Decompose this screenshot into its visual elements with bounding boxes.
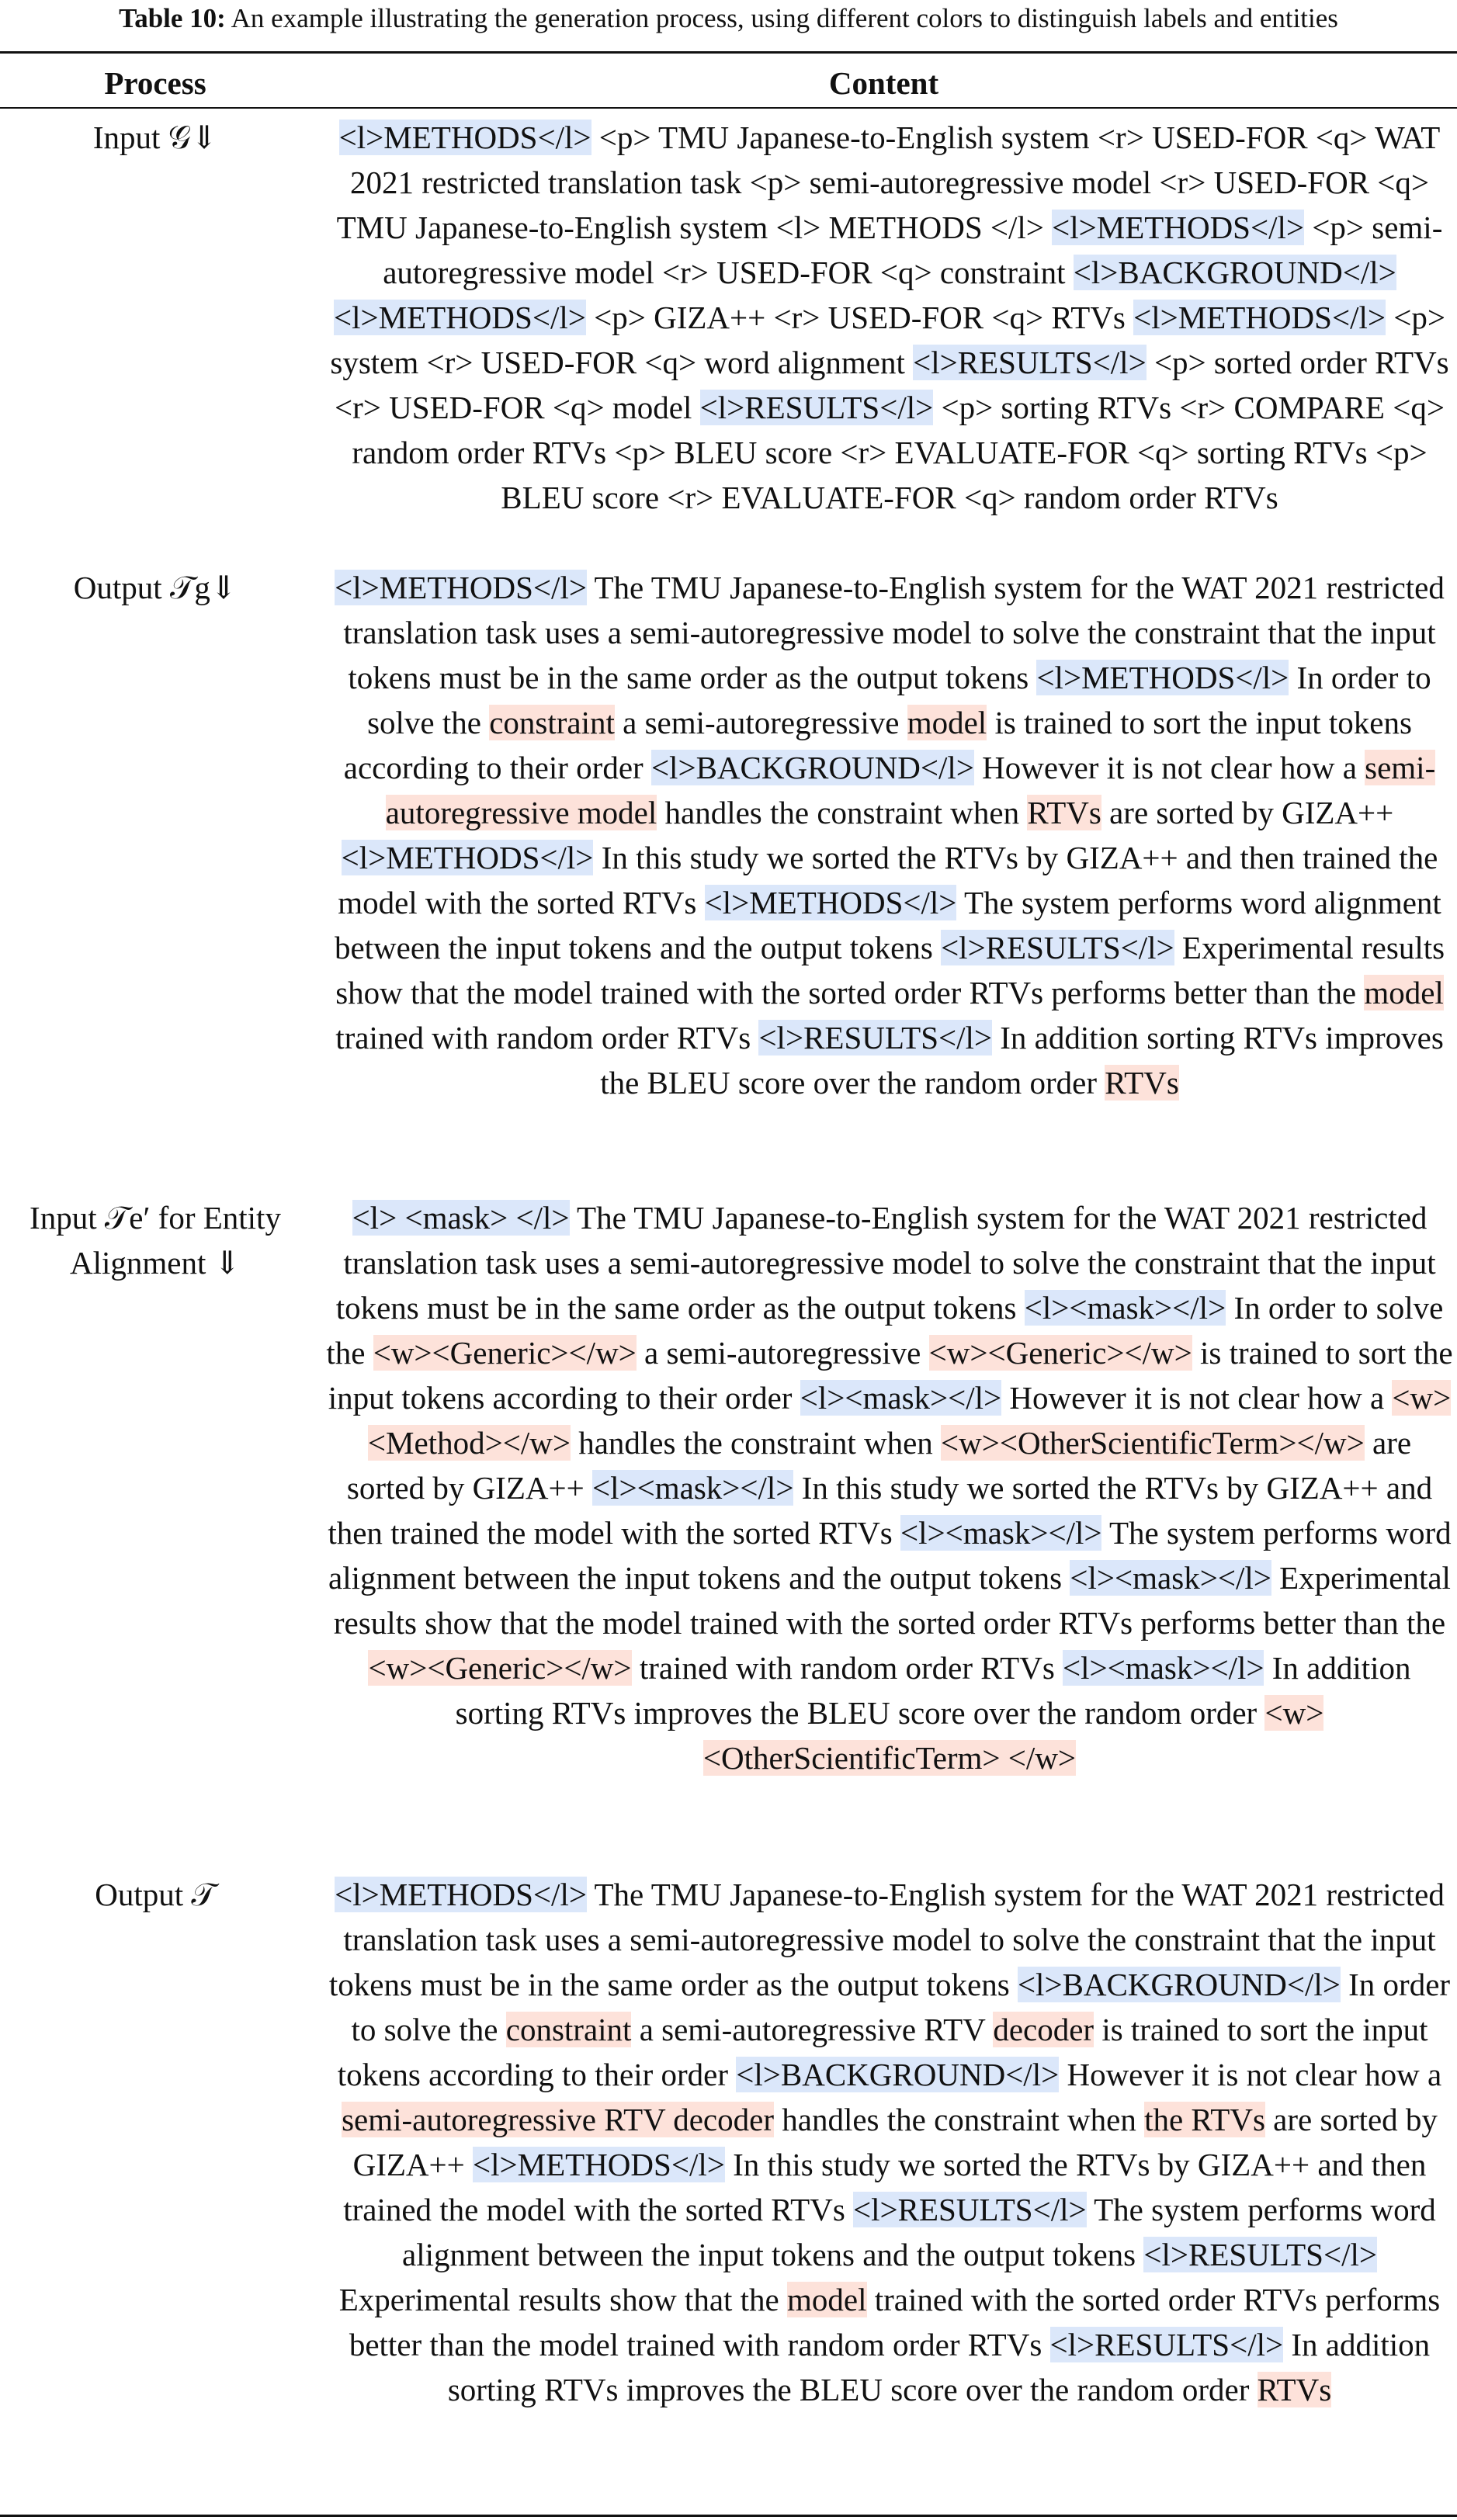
label-tag: <l>BACKGROUND</l> xyxy=(736,2057,1060,2092)
content-text: The system performs word alignment between the input tokens and the output tokens xyxy=(334,885,1441,965)
entity-highlight: decoder xyxy=(993,2012,1094,2047)
content-text: is trained to sort the input tokens according to their order xyxy=(343,705,1412,785)
header-rule xyxy=(0,107,1457,109)
content-text: handles the constraint when xyxy=(774,2102,1145,2137)
label-tag: <l>RESULTS</l> xyxy=(1143,2237,1377,2272)
entity-highlight: model xyxy=(907,705,987,740)
entity-highlight: semi-autoregressive RTV decoder xyxy=(342,2102,774,2137)
header-content: Content xyxy=(828,65,939,101)
process-cell: Output 𝒯 xyxy=(95,1877,216,1912)
content-text: In addition sorting RTVs improves the BLEU score over the random order xyxy=(600,1020,1444,1101)
label-tag: <l>METHODS</l> xyxy=(1036,660,1289,695)
content-text: <p> GIZA++ <r> USED-FOR <q> RTVs xyxy=(585,300,1134,335)
entity-highlight: <w><Generic></w> xyxy=(928,1335,1192,1371)
process-cell: Input 𝒢⇓ xyxy=(92,120,218,155)
entity-highlight: constraint xyxy=(505,2012,632,2047)
content-text: <p> TMU Japanese-to-English system <r> USED-FOR <q> WAT 2021 restricted translation task <p> semi-autoregressive model <r> USED-FOR <q> TMU Japanese-to-English system <l> METHODS </l> xyxy=(336,120,1441,245)
content-text: The TMU Japanese-to-English system for the WAT 2021 restricted translation task uses a semi-autoregressive model to solve the constraint that the input tokens must be in the same order as the output tokens xyxy=(328,1877,1445,2002)
content-text: In order to solve the xyxy=(367,660,1431,740)
entity-highlight: RTVs xyxy=(1105,1065,1179,1101)
label-tag: <l>BACKGROUND</l><l>METHODS</l> xyxy=(334,255,1396,335)
entity-highlight: model xyxy=(787,2282,867,2317)
label-tag: <l>RESULTS</l> xyxy=(853,2192,1087,2227)
content-cell xyxy=(326,115,1453,520)
content-text: Experimental results show that the model trained with the sorted order RTVs performs better than the xyxy=(335,930,1445,1010)
label-tag: <l>METHODS</l> xyxy=(1133,300,1386,335)
entity-highlight: the RTVs xyxy=(1144,2102,1265,2137)
content-text: In addition sorting RTVs improves the BLEU score over the random order xyxy=(455,1650,1411,1731)
label-tag: <l>METHODS</l> xyxy=(335,1877,587,1912)
content-text: The system performs word alignment between the input tokens and the output tokens xyxy=(402,2192,1436,2272)
content-text: are sorted by GIZA++ xyxy=(1101,795,1394,830)
label-tag: <l><mask></l> xyxy=(1024,1290,1226,1326)
top-rule xyxy=(0,51,1457,54)
header-process: Process xyxy=(104,65,206,101)
content-text: trained with random order RTVs xyxy=(631,1650,1063,1686)
content-text: In this study we sorted the RTVs by GIZA++ and then trained the model with the sorted RTVs xyxy=(343,2147,1427,2227)
label-tag: <l><mask></l> xyxy=(591,1470,794,1506)
content-text: In this study we sorted the RTVs by GIZA++ and then trained the model with the sorted RTVs xyxy=(328,1470,1433,1551)
label-tag: <l><mask></l> xyxy=(800,1380,1002,1416)
content-text: However it is not clear how a xyxy=(1059,2057,1442,2092)
content-text: <p> semi-autoregressive model <r> USED-FOR <q> constraint xyxy=(383,210,1443,290)
label-tag: <l>RESULTS</l> xyxy=(941,930,1174,965)
content-text: In order to solve the xyxy=(351,1967,1451,2047)
entity-highlight: <w><Generic></w> xyxy=(368,1650,632,1686)
content-text: is trained to sort the input tokens according to their order xyxy=(337,2012,1428,2092)
entity-highlight: <w> <OtherScientificTerm> </w> xyxy=(702,1695,1324,1776)
process-cell: Output 𝒯g⇓ xyxy=(73,570,238,605)
content-text: The system performs word alignment between the input tokens and the output tokens xyxy=(328,1515,1452,1596)
content-cell xyxy=(326,565,1453,1105)
content-text: <p> system <r> USED-FOR <q> word alignment xyxy=(330,300,1445,380)
caption-label: Table 10: xyxy=(119,3,226,33)
entity-highlight: RTVs xyxy=(1257,2372,1332,2407)
content-text: In order to solve the xyxy=(326,1290,1444,1371)
caption-text: An example illustrating the generation process, using different colors to distinguish labels and entities xyxy=(225,3,1338,33)
label-tag: <l>METHODS</l> xyxy=(473,2147,725,2182)
label-tag: <l>METHODS</l> xyxy=(1052,210,1305,245)
table-header xyxy=(0,56,1457,106)
bottom-rule xyxy=(0,2515,1457,2517)
content-text: The TMU Japanese-to-English system for the WAT 2021 restricted translation task uses a semi-autoregressive model to solve the constraint that the input tokens must be in the same order as the output tokens xyxy=(335,1200,1436,1326)
process-cell: Input 𝒯e′ for Entity Alignment ⇓ xyxy=(29,1200,281,1281)
label-tag: <l><mask></l> xyxy=(1063,1650,1264,1686)
content-text: Experimental results show that the xyxy=(338,2282,788,2317)
label-tag: <l>METHODS</l> xyxy=(335,570,587,605)
content-text: In this study we sorted the RTVs by GIZA++ and then trained the model with the sorted RTVs xyxy=(338,840,1438,920)
content-text: <p> sorted order RTVs <r> USED-FOR <q> model xyxy=(335,345,1449,425)
content-text: However it is not clear how a xyxy=(1001,1380,1393,1416)
label-tag: <l><mask></l> xyxy=(1070,1560,1271,1596)
entity-highlight: <w><OtherScientificTerm></w> xyxy=(941,1425,1365,1461)
content-text: a semi-autoregressive RTV xyxy=(631,2012,994,2047)
content-text: a semi-autoregressive xyxy=(614,705,907,740)
content-text: a semi-autoregressive xyxy=(636,1335,929,1371)
table-caption xyxy=(0,0,1457,36)
label-tag: <l>BACKGROUND</l> xyxy=(650,750,974,785)
label-tag: <l> <mask> </l> xyxy=(352,1200,570,1236)
label-tag: <l>RESULTS</l> xyxy=(699,390,934,425)
content-text: <p> sorting RTVs <r> COMPARE <q> random order RTVs <p> BLEU score <r> EVALUATE-FOR <q> sorting RTVs <p> BLEU score <r> EVALUATE-FOR <q> random order RTVs xyxy=(352,390,1445,515)
content-cell xyxy=(326,1195,1453,1780)
content-text: trained with random order RTVs xyxy=(335,1020,759,1055)
label-tag: <l>RESULTS</l> xyxy=(758,1020,993,1055)
entity-highlight: semi-autoregressive model xyxy=(385,750,1436,830)
entity-highlight: <w><Method></w> xyxy=(367,1380,1452,1461)
label-tag: <l>METHODS</l> xyxy=(341,840,594,875)
content-cell xyxy=(326,1872,1453,2412)
label-tag: <l>METHODS</l> xyxy=(704,885,957,920)
entity-highlight: <w><Generic></w> xyxy=(373,1335,637,1371)
entity-highlight: model xyxy=(1364,975,1444,1010)
label-tag: <l>RESULTS</l> xyxy=(913,345,1147,380)
entity-highlight: RTVs xyxy=(1027,795,1101,830)
content-text: is trained to sort the input tokens according to their order xyxy=(328,1335,1453,1416)
entity-highlight: constraint xyxy=(489,705,615,740)
label-tag: <l><mask></l> xyxy=(900,1515,1102,1551)
content-text: In addition sorting RTVs improves the BLEU score over the random order xyxy=(447,2327,1431,2407)
content-text: The TMU Japanese-to-English system for the WAT 2021 restricted translation task uses a semi-autoregressive model to solve the constraint that the input tokens must be in the same order as the output tokens xyxy=(343,570,1445,695)
content-text: are sorted by GIZA++ xyxy=(352,2102,1438,2182)
content-text: However it is not clear how a xyxy=(973,750,1365,785)
content-text: trained with the sorted order RTVs performs better than the model trained with random order RTVs xyxy=(349,2282,1441,2362)
content-text: are sorted by GIZA++ xyxy=(346,1425,1412,1506)
label-tag: <l>METHODS</l> xyxy=(338,120,591,155)
content-text: Experimental results show that the model trained with the sorted order RTVs performs better than the xyxy=(333,1560,1451,1641)
label-tag: <l>RESULTS</l> xyxy=(1049,2327,1284,2362)
content-text: handles the constraint when xyxy=(570,1425,942,1461)
label-tag: <l>BACKGROUND</l> xyxy=(1017,1967,1341,2002)
content-text: handles the constraint when xyxy=(657,795,1028,830)
